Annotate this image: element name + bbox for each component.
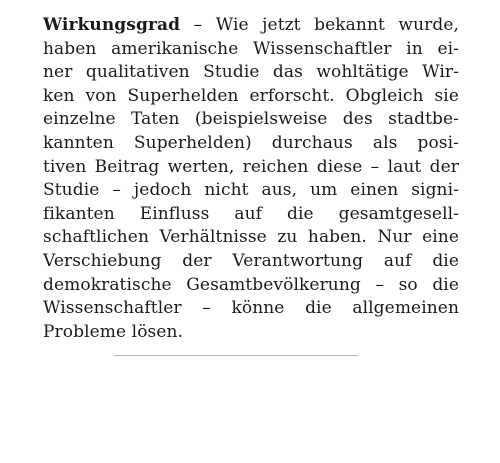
article-keyword: Wirkungsgrad — [43, 15, 181, 35]
article-text — [43, 14, 459, 344]
article-line: Wissenschaftler – könne die allgemeinen — [43, 298, 459, 319]
article-line-last: Probleme lösen. — [43, 321, 184, 342]
article-line: ken von Superhelden erforscht. Obgleich sie — [43, 85, 459, 106]
article-line: Studie – jedoch nicht aus, um einen signi- — [43, 180, 459, 201]
article-line-1 — [43, 14, 459, 38]
divider-rule — [114, 355, 358, 356]
article-line: einzelne Taten (beispielsweise des stadtbe- — [43, 109, 459, 130]
article-line: kannten Superhelden) durchaus als posi- — [43, 132, 459, 153]
article-line: schaftlichen Verhältnisse zu haben. Nur eine — [43, 227, 459, 248]
article-line: Verschiebung der Verantwortung auf die — [43, 250, 459, 271]
article-line: tiven Beitrag werten, reichen diese – laut der — [43, 156, 459, 177]
article-line-1-rest: – Wie jetzt bekannt wurde, — [180, 15, 459, 35]
article-line: demokratische Gesamtbevölkerung – so die — [43, 274, 459, 295]
article-line: ner qualitativen Studie das wohltätige Wir- — [43, 62, 459, 83]
article-line: haben amerikanische Wissenschaftler in ei- — [43, 38, 459, 59]
article-line: fikanten Einfluss auf die gesamtgesell- — [43, 203, 459, 224]
